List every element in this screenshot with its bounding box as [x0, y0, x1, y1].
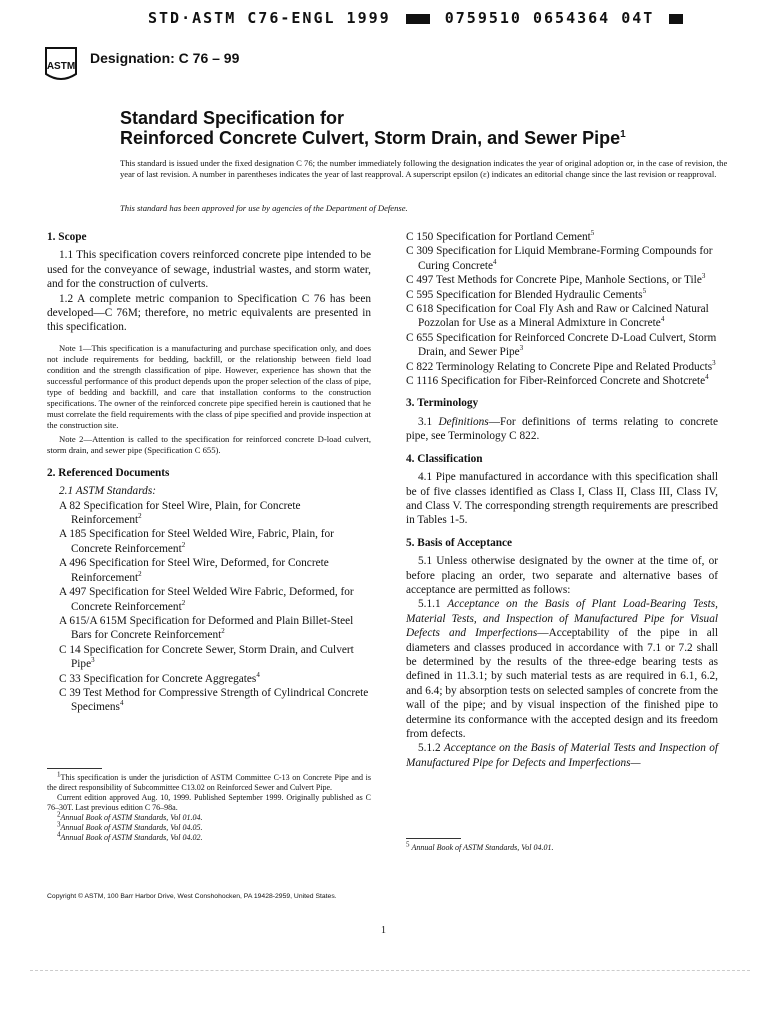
- references-heading: 2. Referenced Documents: [47, 466, 170, 479]
- reference-text: C 150 Specification for Portland Cement: [406, 231, 591, 243]
- reference-footnote-ref: 5: [642, 286, 647, 295]
- terminology-heading: 3. Terminology: [406, 397, 479, 410]
- title-line2-text: Reinforced Concrete Culvert, Storm Drain, and Sewer Pipe: [120, 128, 621, 148]
- footnote-rule-right: [406, 838, 461, 839]
- footnote-text: Annual Book of ASTM Standards, Vol 04.02.: [60, 833, 203, 842]
- footnote-text: Annual Book of ASTM Standards, Vol 01.04.: [60, 813, 203, 822]
- reference-right-5: [406, 331, 718, 360]
- terminology-3-1: [406, 415, 718, 444]
- footnote-marker: 4: [57, 830, 61, 839]
- reference-footnote-ref: 4: [492, 258, 497, 267]
- reference-left-7: [59, 686, 371, 715]
- footnote-5-marker: 5: [406, 840, 410, 849]
- note-2: Note 2—Attention is called to the specification for reinforced concrete D-load culvert, storm drain, and sewer pipe (Specification C 655).: [47, 433, 371, 455]
- reference-list-left: [47, 499, 371, 715]
- document-stamp: [148, 9, 687, 27]
- designation: Designation: C 76 – 99: [90, 50, 240, 66]
- footnote-1: [47, 793, 371, 813]
- reference-footnote-ref: 4: [119, 699, 124, 708]
- bottom-scan-artifact: [30, 970, 750, 971]
- reference-list-right: [406, 230, 718, 388]
- reference-left-4: [59, 614, 371, 643]
- reference-right-3: [406, 288, 718, 302]
- reference-text: C 655 Specification for Reinforced Concrete D-Load Culvert, Storm Drain, and Sewer Pipe: [406, 331, 717, 359]
- astm-standards-label: 2.1 ASTM Standards:: [59, 485, 156, 498]
- reference-left-0: [59, 499, 371, 528]
- reference-footnote-ref: 4: [705, 373, 709, 382]
- reference-text: A 82 Specification for Steel Wire, Plain, for Concrete Reinforcement: [59, 499, 301, 527]
- reference-footnote-ref: 2: [181, 541, 186, 550]
- reference-text: C 14 Specification for Concrete Sewer, Storm Drain, and Culvert Pipe: [59, 643, 354, 671]
- footnote-list: [47, 770, 371, 843]
- terminology-text: —For definitions of terms relating to concrete pipe, see Terminology C 822.: [406, 415, 718, 443]
- footnote-0: [47, 770, 371, 793]
- acceptance-5-1-2: [406, 741, 718, 770]
- reference-footnote-ref: 2: [138, 512, 142, 521]
- footnote-marker: 1: [57, 770, 61, 779]
- reference-text: A 496 Specification for Steel Wire, Deformed, for Concrete Reinforcement: [59, 557, 329, 584]
- reference-text: C 595 Specification for Blended Hydraulic Cements: [406, 288, 643, 301]
- document-title: [120, 108, 626, 148]
- footnotes-right: [406, 838, 718, 853]
- footnote-5: [406, 840, 718, 853]
- acceptance-5-1-1-text: —Acceptability of the pipe in all diameters and classes produced in accordance with 7.1 or 7.2 shall be determined by the results of the three-edge bearing tests as defined in 11.3.1; by such material tests as are required in 6.1, 6.2, and 6.4; by absorption tests on selected samples of concrete from the wall of the pipe; and by visual inspection of the finished pipe to determine its conformance with the accepted design and its freedom from defects.: [406, 627, 718, 740]
- stamp-right: 0759510 0654364 04T: [444, 9, 655, 27]
- scope-1-2: 1.2 A complete metric companion to Specification C 76 has been developed—C 76M; therefore, no metric equivalents are presented in this specification.: [47, 292, 371, 334]
- reference-text: C 39 Test Method for Compressive Strength of Cylindrical Concrete Specimens: [59, 686, 369, 714]
- title-line2: [120, 128, 626, 148]
- classification-4-1: 4.1 Pipe manufactured in accordance with this specification shall be of five classes identified as Class I, Class II, Class III, Class IV, and Class V. The corresponding strength requirements are prescribed in Tables 1-5.: [406, 471, 718, 527]
- reference-footnote-ref: 2: [138, 569, 142, 578]
- left-column: [47, 230, 371, 842]
- reference-footnote-ref: 2: [181, 598, 186, 607]
- reference-footnote-ref: 3: [701, 272, 706, 281]
- reference-footnote-ref: 5: [590, 229, 595, 238]
- reference-right-2: [406, 273, 718, 287]
- reference-left-3: [59, 585, 371, 614]
- acceptance-5-1-1-title: Acceptance on the Basis of Plant Load-Bearing Tests, Material Tests, and Inspection of Manufactured Pipe for Visual Defects and Imperfections: [406, 598, 718, 640]
- footnote-5-text: Annual Book of ASTM Standards, Vol 04.01.: [411, 843, 554, 852]
- acceptance-heading: 5. Basis of Acceptance: [406, 536, 513, 549]
- title-line1: Standard Specification for: [120, 108, 345, 128]
- reference-text: A 185 Specification for Steel Welded Wire, Fabric, Plain, for Concrete Reinforcement: [59, 528, 334, 555]
- reference-text: C 309 Specification for Liquid Membrane-Forming Compounds for Curing Concrete: [406, 245, 713, 272]
- reference-footnote-ref: 4: [660, 315, 665, 324]
- footnote-text: Annual Book of ASTM Standards, Vol 04.05.: [60, 823, 203, 832]
- reference-footnote-ref: 4: [256, 670, 260, 679]
- reference-footnote-ref: 2: [221, 627, 225, 636]
- reference-footnote-ref: 3: [712, 358, 716, 367]
- acceptance-5-1-1-num: 5.1.1: [418, 598, 441, 611]
- reference-left-1: [59, 527, 371, 556]
- acceptance-5-1-1: [406, 597, 718, 741]
- page-number: 1: [381, 925, 386, 936]
- copyright-notice: Copyright © ASTM, 100 Barr Harbor Drive, West Conshohocken, PA 19428-2959, United States.: [47, 893, 337, 900]
- note-1: Note 1—This specification is a manufacturing and purchase specification only, and does not include requirements for bedding, backfill, or the relationship between field load condition and the strength classification of pipe. However, experience has shown that the successful performance of this product depends upon the proper selection of the class of pipe, type of bedding and backfill, and care that installation conforms to the construction specifications. The owner of the reinforced concrete pipe specified herein is cautioned that he must correlate the field requirements with the class of pipe specified and provide inspection at the construction site.: [47, 342, 371, 430]
- reference-left-6: [59, 672, 371, 686]
- reference-text: A 497 Specification for Steel Welded Wire Fabric, Deformed, for Concrete Reinforcement: [59, 586, 354, 613]
- reference-text: C 618 Specification for Coal Fly Ash and Raw or Calcined Natural Pozzolan for Use as a Mineral Admixture in Concrete: [406, 303, 709, 330]
- issuance-note: This standard is issued under the fixed designation C 76; the number immediately following the designation indicates the year of original adoption or, in the case of revision, the year of last revision. A number in parentheses indicates the year of last reapproval. A superscript epsilon (ε) indicates an editorial change since the last revision or reapproval.: [120, 158, 728, 179]
- footnote-rule: [47, 768, 102, 769]
- astm-logo-text: ASTM: [46, 61, 76, 72]
- right-column: [406, 229, 718, 852]
- stamp-left: STD·ASTM C76-ENGL 1999: [148, 9, 391, 27]
- stamp-bar: [406, 14, 430, 24]
- footnote-2: [47, 810, 371, 823]
- footnote-marker: 3: [57, 820, 61, 829]
- reference-text: C 1116 Specification for Fiber-Reinforced Concrete and Shotcrete: [406, 375, 706, 388]
- classification-heading: 4. Classification: [406, 452, 483, 465]
- reference-right-0: [406, 230, 718, 244]
- reference-left-2: [59, 556, 371, 585]
- scope-heading: 1. Scope: [47, 231, 87, 243]
- reference-left-5: [59, 643, 371, 672]
- reference-right-7: [406, 374, 718, 388]
- reference-text: A 615/A 615M Specification for Deformed and Plain Billet-Steel Bars for Concrete Reinforcement: [59, 614, 354, 642]
- terminology-num: 3.1: [418, 415, 433, 428]
- reference-text: C 497 Test Methods for Concrete Pipe, Manhole Sections, or Tile: [406, 274, 702, 287]
- footnotes-left: [47, 768, 371, 843]
- reference-footnote-ref: 3: [519, 344, 524, 353]
- terminology-term: Definitions: [438, 415, 489, 428]
- reference-text: C 33 Specification for Concrete Aggregates: [59, 672, 257, 685]
- reference-right-6: [406, 360, 718, 374]
- title-footnote-ref: 1: [620, 129, 626, 140]
- reference-right-1: [406, 244, 718, 273]
- scope-1-1: 1.1 This specification covers reinforced concrete pipe intended to be used for the conveyance of sewage, industrial wastes, and storm water, and for the construction of culverts.: [47, 249, 371, 291]
- footnote-text: This specification is under the jurisdiction of ASTM Committee C-13 on Concrete Pipe and is the direct responsibility of Subcommittee C13.02 on Reinforced Sewer and Culvert Pipe.: [47, 773, 371, 792]
- footnote-3: [47, 820, 371, 833]
- footnote-text: Current edition approved Aug. 10, 1999. Published September 1999. Originally published as C 76–30T. Last previous edition C 76–98a.: [47, 793, 371, 812]
- footnote-marker: 2: [57, 810, 61, 819]
- dod-approval: This standard has been approved for use by agencies of the Department of Defense.: [120, 203, 408, 213]
- stamp-bar-end: [669, 14, 683, 24]
- acceptance-5-1-2-num: 5.1.2: [418, 742, 441, 755]
- acceptance-5-1: 5.1 Unless otherwise designated by the owner at the time of, or before placing an order, two separate and alternative bases of acceptance are permitted as follows:: [406, 555, 718, 596]
- astm-logo: [42, 44, 80, 84]
- acceptance-5-1-2-title: Acceptance on the Basis of Material Tests and Inspection of Manufactured Pipe for Defects and Imperfections—: [406, 742, 718, 769]
- footnote-4: [47, 830, 371, 843]
- reference-right-4: [406, 302, 718, 331]
- reference-footnote-ref: 3: [91, 656, 95, 665]
- reference-text: C 822 Terminology Relating to Concrete Pipe and Related Products: [406, 360, 713, 373]
